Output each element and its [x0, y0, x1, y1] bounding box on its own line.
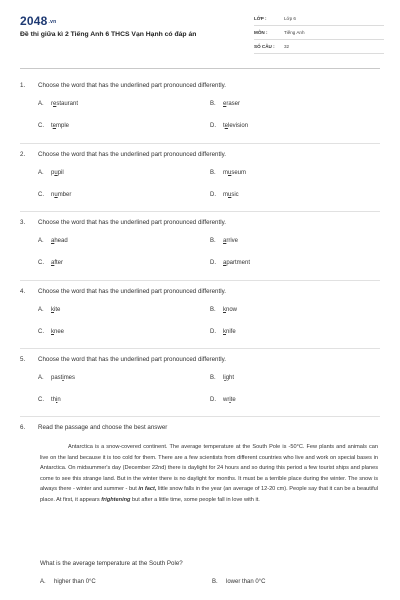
page-header	[0, 0, 400, 66]
question-text: Choose the word that has the underlined part pronounced differently.	[38, 288, 226, 295]
option-list	[40, 579, 380, 591]
question-divider	[20, 280, 380, 281]
option-list	[20, 101, 380, 137]
question-1	[20, 82, 380, 137]
option-c[interactable]: C. th i n	[38, 397, 61, 403]
meta-label: LỚP :	[254, 16, 267, 21]
question-number: 5.	[20, 356, 26, 363]
option-b[interactable]: B. e raser	[210, 101, 241, 107]
option-a[interactable]: A. k ite	[38, 307, 61, 313]
meta-label: SỐ CÂU :	[254, 44, 275, 49]
option-c[interactable]: C. t e mple	[38, 123, 70, 129]
emphasis-text: in fact,	[138, 486, 157, 492]
question-text: Choose the word that has the underlined part pronounced differently.	[38, 82, 226, 89]
question-text: Choose the word that has the underlined part pronounced differently.	[38, 151, 226, 158]
option-c[interactable]: C. k nee	[38, 329, 65, 335]
option-d[interactable]: D. m u sic	[210, 192, 239, 198]
site-logo[interactable]: 2048.vn	[20, 14, 57, 28]
question-5	[20, 356, 380, 411]
meta-class-row	[254, 12, 384, 26]
option-b[interactable]: B. l i ght	[210, 375, 235, 381]
option-c[interactable]: C. n u mber	[38, 192, 72, 198]
option-b[interactable]: B. m u seum	[210, 170, 247, 176]
option-b[interactable]: B. k now	[210, 307, 238, 313]
option-list	[20, 307, 380, 343]
reading-passage: Antarctica is a snow-covered continent. The average temperature at the South Pole is -50°C. Few plants and animals can live on the land because it is too cold for them. There are a few scientists from different countries who live and work on special bases in Antarctica. On midsummer's day (December 22nd) there is daylight for 24 hours and so during this period a few tourist ships and planes come to see this strange land. But in the winter there is no daylight for months. It must be a terrible place during the winter. The snow is always there - winter and summer - but in fact, little snow falls in the year (an average of 12-20 cm). People say that it can be a beautiful place. At first, it appears frightening but after a little time, some people fall in love with it.	[40, 444, 379, 503]
exam-meta	[254, 12, 384, 54]
question-number: 4.	[20, 288, 26, 295]
option-b[interactable]: B. lower than 0°C	[212, 579, 266, 585]
question-number: 1.	[20, 82, 26, 89]
emphasis-text: frightening	[101, 496, 131, 503]
meta-value: Lớp 6	[284, 16, 296, 21]
question-4	[20, 288, 380, 343]
option-d[interactable]: D. a partment	[210, 260, 251, 266]
header-separator	[20, 68, 380, 69]
meta-value: 32	[284, 44, 290, 49]
option-d[interactable]: D. t e levision	[210, 123, 249, 129]
meta-count-row	[254, 40, 384, 54]
option-b[interactable]: B. a rrive	[210, 238, 239, 244]
option-c[interactable]: C. a fter	[38, 260, 64, 266]
question-number: 6.	[20, 424, 26, 431]
question-text: Choose the word that has the underlined part pronounced differently.	[38, 219, 226, 226]
question-divider	[20, 416, 380, 417]
question-number: 2.	[20, 151, 26, 158]
document-title: Đề thi giữa kì 2 Tiếng Anh 6 THCS Vạn Hạnh có đáp án	[20, 31, 197, 38]
passage-question: What is the average temperature at the South Pole?	[40, 560, 183, 567]
question-number: 3.	[20, 219, 26, 226]
meta-value: Tiếng Anh	[284, 30, 305, 35]
meta-subject-row	[254, 26, 384, 40]
question-text: Choose the word that has the underlined part pronounced differently.	[38, 356, 226, 363]
option-a[interactable]: A. r e staurant	[38, 101, 79, 107]
meta-label: MÔN :	[254, 30, 268, 35]
option-d[interactable]: D. k nife	[210, 329, 236, 335]
option-a[interactable]: A. higher than 0°C	[40, 579, 96, 585]
option-a[interactable]: A. past i mes	[38, 375, 76, 381]
option-d[interactable]: D. wr i te	[210, 397, 236, 403]
option-list	[20, 238, 380, 274]
question-divider	[20, 143, 380, 144]
question-divider	[20, 211, 380, 212]
option-a[interactable]: A. a head	[38, 238, 68, 244]
question-text: Read the passage and choose the best answer	[38, 424, 168, 431]
question-3	[20, 219, 380, 274]
question-2	[20, 151, 380, 206]
question-6	[20, 424, 380, 431]
option-list	[20, 170, 380, 206]
option-a[interactable]: A. p u pil	[38, 170, 64, 176]
option-list	[20, 375, 380, 411]
question-divider	[20, 348, 380, 349]
